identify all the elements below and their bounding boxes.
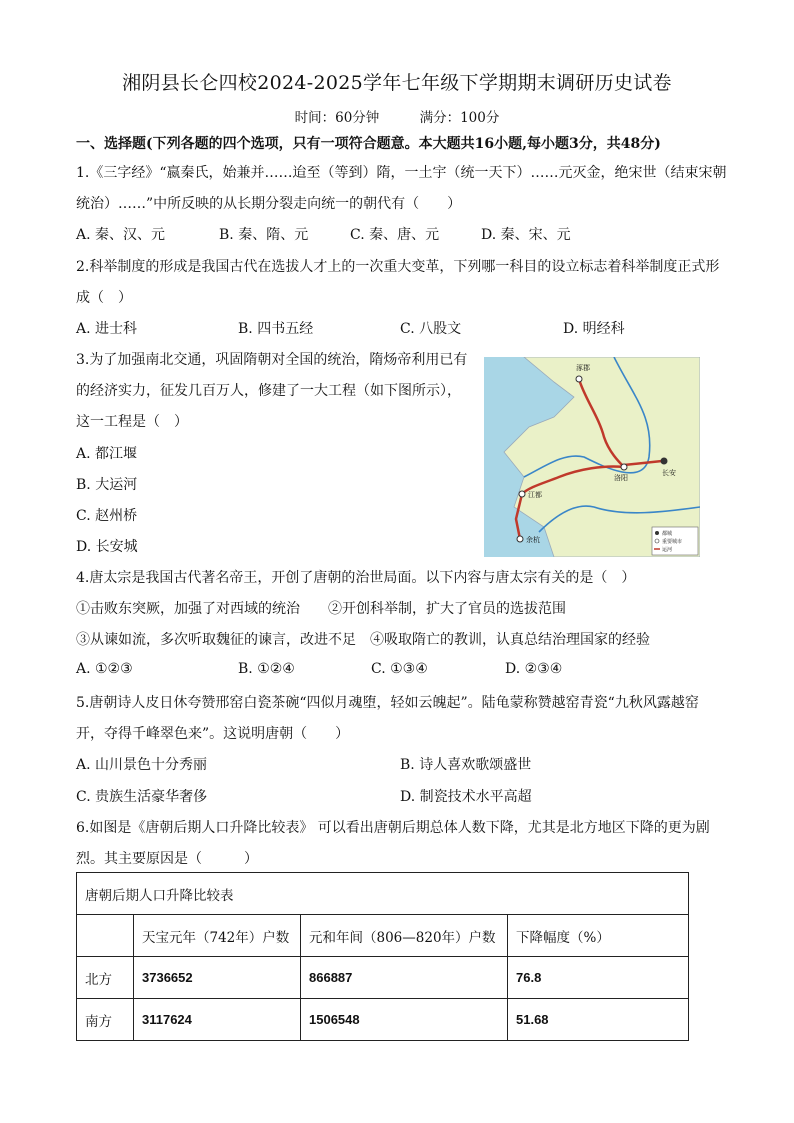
q4-option-a[interactable]: A. ①②③ [76, 661, 133, 677]
map-label-luoyang: 洛阳 [614, 474, 628, 482]
table-cell: 51.68 [508, 999, 689, 1041]
q4-option-c[interactable]: C. ①③④ [371, 661, 428, 677]
q2-option-b[interactable]: B. 四书五经 [238, 321, 314, 337]
q4-text-line2: ①击败东突厥，加强了对西域的统治 ②开创科举制，扩大了官员的选拔范围 [76, 601, 566, 617]
map-legend-city-icon [655, 539, 659, 543]
q3-text-line1: 3.为了加强南北交通，巩固隋朝对全国的统治，隋炀帝利用已有 [76, 352, 468, 368]
table-header-cell: 下降幅度（%） [508, 915, 689, 957]
table-cell: 76.8 [508, 957, 689, 999]
table-caption-row [77, 873, 689, 915]
table-row [77, 999, 689, 1041]
map-city-changan [661, 458, 668, 465]
q2-option-d[interactable]: D. 明经科 [563, 321, 625, 337]
q2-text-line2: 成（ ） [76, 290, 132, 306]
map-legend-city: 重要城市 [662, 539, 683, 545]
map-city-zhuojun [576, 376, 582, 382]
q5-text-line2: 开，夺得千峰翠色来”。这说明唐朝（ ） [76, 726, 350, 742]
q5-option-d[interactable]: D. 制瓷技术水平高超 [400, 789, 532, 805]
exam-time: 时间：60分钟 [294, 110, 380, 126]
table-cell: 3736652 [134, 957, 301, 999]
q2-option-c[interactable]: C. 八股文 [400, 321, 462, 337]
q5-text-line1: 5.唐朝诗人皮日休夸赞邢窑白瓷茶碗“四似月魂堕，轻如云魄起”。陆龟蒙称赞越窑青瓷“九秋风露越窑 [76, 695, 699, 711]
map-label-zhuojun: 涿郡 [576, 364, 590, 372]
exam-score: 满分：100分 [419, 110, 500, 126]
table-cell: 866887 [301, 957, 508, 999]
q3-text-line2: 的经济实力，征发几百万人，修建了一大工程（如下图所示）， [76, 383, 461, 399]
q5-option-a[interactable]: A. 山川景色十分秀丽 [76, 757, 208, 773]
q1-text-line2: 统治）……”中所反映的从长期分裂走向统一的朝代有（ ） [76, 196, 462, 212]
q2-text-line1: 2.科举制度的形成是我国古代在选拔人才上的一次重大变革，下列哪一科目的设立标志着科举制度正式形 [76, 259, 720, 275]
table-cell-region: 北方 [77, 957, 134, 999]
map-legend-capital: 都城 [662, 531, 673, 537]
q1-option-d[interactable]: D. 秦、宋、元 [481, 227, 571, 243]
q5-option-b[interactable]: B. 诗人喜欢歌颂盛世 [400, 757, 532, 773]
grand-canal-map [484, 357, 700, 557]
table-cell-region: 南方 [77, 999, 134, 1041]
q4-option-b[interactable]: B. ①②④ [238, 661, 295, 677]
q4-option-d[interactable]: D. ②③④ [505, 661, 563, 677]
population-table [76, 872, 689, 1041]
table-cell: 3117624 [134, 999, 301, 1041]
map-city-yuhang [517, 536, 523, 542]
table-header-row [77, 915, 689, 957]
section-heading: 一、选择题(下列各题的四个选项，只有一项符合题意。本大题共16小题,每小题3分，共48分) [76, 136, 661, 152]
q5-option-c[interactable]: C. 贵族生活豪华奢侈 [76, 789, 208, 805]
q2-option-a[interactable]: A. 进士科 [76, 321, 138, 337]
q1-option-c[interactable]: C. 秦、唐、元 [350, 227, 440, 243]
table-cell: 1506548 [301, 999, 508, 1041]
map-city-jiangdu [519, 491, 525, 497]
q4-text-line1: 4.唐太宗是我国古代著名帝王，开创了唐朝的治世局面。以下内容与唐太宗有关的是（ ） [76, 570, 636, 586]
q4-text-line3: ③从谏如流，多次听取魏征的谏言，改进不足 ④吸取隋亡的教训，认真总结治理国家的经验 [76, 632, 650, 648]
q3-option-b[interactable]: B. 大运河 [76, 477, 138, 493]
q3-option-a[interactable]: A. 都江堰 [76, 446, 138, 462]
map-city-luoyang [621, 464, 627, 470]
map-legend-capital-icon [655, 531, 659, 535]
q1-option-a[interactable]: A. 秦、汉、元 [76, 227, 166, 243]
map-label-yuhang: 余杭 [526, 536, 540, 544]
q6-text-line2: 烈。其主要原因是（ ） [76, 851, 258, 867]
table-caption: 唐朝后期人口升降比较表 [77, 873, 689, 915]
q6-text-line1: 6.如图是《唐朝后期人口升降比较表》 可以看出唐朝后期总体人数下降，尤其是北方地区下降的更为剧 [76, 820, 710, 836]
table-row [77, 957, 689, 999]
q1-option-b[interactable]: B. 秦、隋、元 [219, 227, 309, 243]
exam-subtitle [0, 106, 794, 126]
q3-option-d[interactable]: D. 长安城 [76, 539, 138, 555]
table-header-cell: 天宝元年（742年）户数 [134, 915, 301, 957]
q3-text-line3: 这一工程是（ ） [76, 414, 188, 430]
table-header-cell: 元和年间（806—820年）户数 [301, 915, 508, 957]
table-header-cell [77, 915, 134, 957]
map-legend-canal: 运河 [662, 547, 673, 553]
q1-text-line1: 1.《三字经》“嬴秦氏，始兼并……迨至（等到）隋，一土宇（统一天下）……元灭金，绝宋世（结束宋朝 [76, 165, 727, 181]
map-label-changan: 长安 [662, 469, 676, 477]
q3-option-c[interactable]: C. 赵州桥 [76, 508, 138, 524]
exam-title: 湘阴县长仑四校2024-2025学年七年级下学期期末调研历史试卷 [122, 72, 672, 94]
map-label-jiangdu: 江都 [528, 491, 542, 499]
